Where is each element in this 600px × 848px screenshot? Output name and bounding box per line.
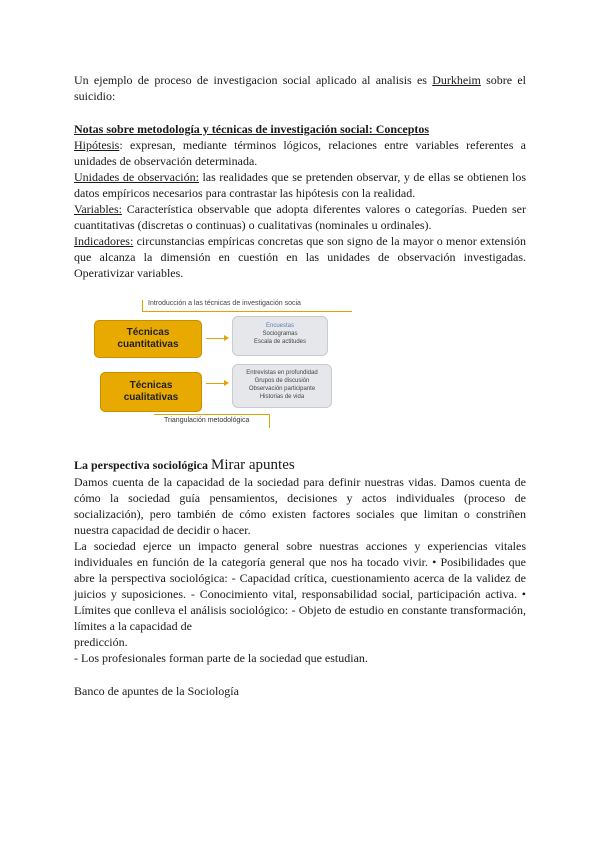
note-item-variables xyxy=(74,201,526,233)
diagram-bracket-bottom xyxy=(269,414,270,428)
intro-text: Un ejemplo de proceso de investigacion social aplicado al analisis es xyxy=(74,73,433,87)
arrow-shaft xyxy=(206,338,224,339)
note-item-unidades xyxy=(74,169,526,201)
heading-note: Mirar apuntes xyxy=(210,457,295,473)
arrow-right-icon xyxy=(224,335,229,341)
quant-item: Encuestas xyxy=(265,323,295,329)
perspectiva-paragraph: - Los profesionales forman parte de la sociedad que estudian. xyxy=(74,651,368,665)
qual-label: Técnicas cualitativas xyxy=(123,380,179,403)
note-term: Hipótesis xyxy=(74,138,120,152)
note-text: Característica observable que adopta diferentes valores o categorías. Pueden ser cuantitativas (discretas o continuas) o cualitativas (nominales u ordinales). xyxy=(74,202,526,232)
diagram-divider xyxy=(142,311,352,312)
qual-box xyxy=(100,372,202,412)
perspectiva-paragraph: Damos cuenta de la capacidad de la sociedad para definir nuestras vidas. Damos cuenta de cómo la sociedad guía pensamientos, decisiones y actos individuales (proceso de socialización), pero también de cómo existen factores sociales que limitan o constriñen nuestra capacidad de decidir o hacer. xyxy=(74,475,526,537)
qual-item: Observación participante xyxy=(248,386,316,392)
qual-item: Historias de vida xyxy=(259,394,305,400)
perspectiva-heading xyxy=(74,456,526,474)
note-term: Variables: xyxy=(74,202,122,216)
arrow-shaft xyxy=(206,383,224,384)
notes-title: Notas sobre metodología y técnicas de investigación social: Conceptos xyxy=(74,122,430,136)
note-item-indicadores xyxy=(74,233,526,281)
triangulation-label: Triangulación metodológica xyxy=(164,417,250,424)
note-item-hipotesis xyxy=(74,137,526,169)
quant-box xyxy=(94,320,202,358)
note-text: las realidades que se pretenden observar, y de ellas se obtienen los datos empíricos necesarios para contrastar las hipótesis con la realidad. xyxy=(74,170,526,200)
note-term: Indicadores: xyxy=(74,234,134,248)
intro-paragraph xyxy=(74,72,526,104)
qual-item: Entrevistas en profundidad xyxy=(246,370,318,376)
quant-label: Técnicas cuantitativas xyxy=(117,327,179,350)
notes-section xyxy=(74,121,526,281)
techniques-diagram xyxy=(94,300,364,430)
quant-items-box xyxy=(232,316,328,356)
durkheim-link[interactable]: Durkheim xyxy=(432,73,481,87)
arrow-right-icon xyxy=(224,380,229,386)
diagram-title: Introducción a las técnicas de investigación socia xyxy=(148,300,301,307)
perspectiva-paragraph: predicción. xyxy=(74,635,128,649)
diagram-bracket xyxy=(142,300,143,311)
quant-item: Escala de actitudes xyxy=(253,339,307,345)
note-text: circunstancias empíricas concretas que son signo de la mayor o menor extensión que alcanza la dimensión en cuestión en las unidades de observación investigadas. Operativizar variables. xyxy=(74,234,526,280)
note-text: : expresan, mediante términos lógicos, relaciones entre variables referentes a unidades de observación determinada. xyxy=(74,138,526,168)
quant-item: Sociogramas xyxy=(262,331,298,337)
banco-line: Banco de apuntes de la Sociología xyxy=(74,684,239,698)
perspectiva-paragraph: La sociedad ejerce un impacto general sobre nuestras acciones y experiencias vitales individuales en función de la categoría general que nos ha tocado vivir. • Posibilidades que abre la perspectiva sociológica: - Capacidad crítica, cuestionamiento acerca de la validez de juicios y suposiciones. - Conocimiento vital, responsabilidad social, participación activa. • Límites que conlleva el análisis sociológico: - Objeto de estudio en constante transformación, límites a la capacidad de xyxy=(74,539,526,633)
footer-text xyxy=(74,683,526,699)
heading-text: La perspectiva sociológica xyxy=(74,458,208,472)
qual-items-box xyxy=(232,364,332,408)
qual-item: Grupos de discusión xyxy=(254,378,310,384)
note-term: Unidades de observación: xyxy=(74,170,199,184)
perspectiva-section xyxy=(74,456,526,666)
intro-text-end: sobre el suicidio: xyxy=(74,73,527,103)
diagram-divider-bottom xyxy=(154,414,269,415)
